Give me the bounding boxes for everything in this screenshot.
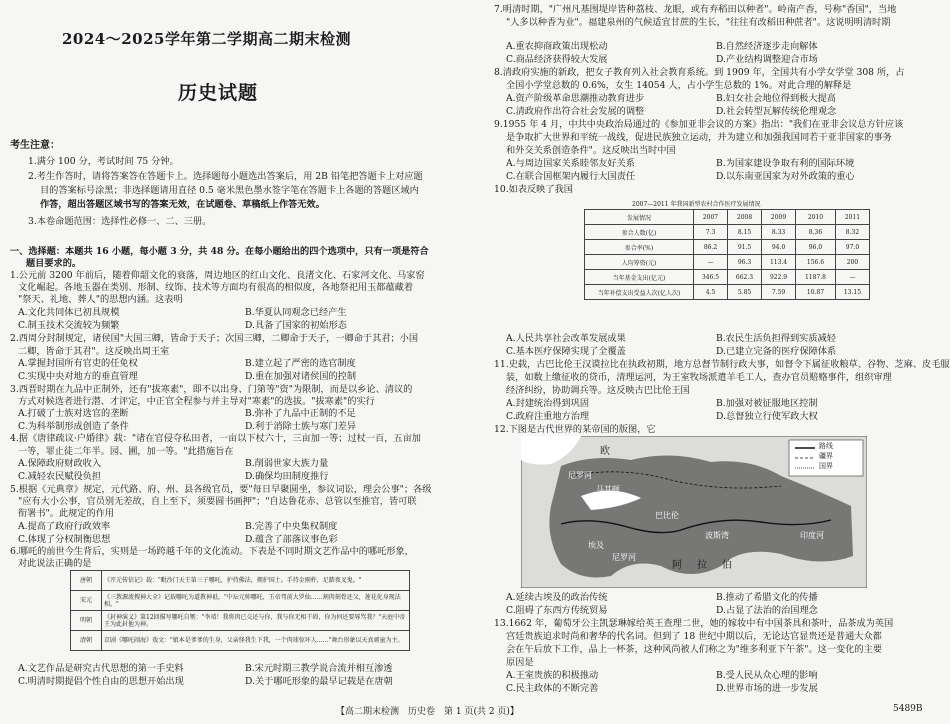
q10-cell: 7.59 [762,285,796,300]
q11-option-a[interactable]: A.封建统治得到巩固 [506,398,590,409]
q2-option-d[interactable]: D.重在加强对诸侯国的控制 [245,371,357,382]
q10-cell: 8.15 [728,225,762,240]
q11-stem: 装，如数上缴征收的贷币，清理运河，为王室牧场派遣羊毛工人，查办官员赔赂事件，组织审理 [506,372,892,383]
q3-option-b[interactable]: B.弥补了九品中正制的不足 [245,408,356,419]
q6-desc: 京剧《哪吒闹海》戏文："娘本是爹爹的生身，父亲怪我生下我，一个肉球惊坏人……"舞台形象以天真顽童为主。 [102,631,410,651]
q10-cell: 13.15 [835,285,869,300]
q10-header: 发展情况 [585,210,694,225]
q10-stem: 10.如表反映了我国 [494,184,573,195]
map-label: 伯 [722,560,732,571]
q10-cell: 7.3 [694,225,728,240]
map-label: 拉 [697,560,707,571]
legend-national-border: 国界 [819,462,833,470]
q8-stem: 全国小学堂总数的 0.6%，女生 14054 人，占小学生总数的 1%。对此合理的解释是 [506,80,852,91]
q10-cell: — [835,270,869,285]
q11-option-c[interactable]: C.政府注重地方治理 [506,411,590,422]
q6-era: 清朝 [71,631,102,651]
q10-header: 2008 [728,210,762,225]
page-footer: 【高二期末检测 历史卷 第 1 页(共 2 页)】 [336,707,519,717]
q10-header: 2010 [796,210,836,225]
map-label: 尼罗河 [612,553,636,562]
section-heading: 一、选择题：本题共 16 小题，每小题 3 分，共 48 分。在每小题给出的四个选项中，只有一项是符合 [10,246,429,257]
q6-stem: 对此说法正确的是 [18,558,92,569]
q13-stem: 宫廷贵族追求时尚和奢华的代名词。但到了 18 世纪中期以后，无论达官显贵还是普通大众都 [506,631,882,642]
q9-stem: 9.1955 年 4 月，中共中央政治局通过的《参加亚非会议的方案》指出："我们在亚非会议总方针应该 [494,119,904,130]
q4-stem: 4.据《唐律疏议·户婚律》载："诸在官侵夺私田者，一亩以下杖六十，三亩加一等；过杖一百，五亩加 [10,433,421,444]
q10-cell: 8.32 [835,225,869,240]
q10-cell: 当年基金支出(亿元) [585,270,694,285]
q1-option-b[interactable]: B.华夏认同观念已经产生 [245,307,347,318]
q10-cell: 5.85 [728,285,762,300]
q4-option-c[interactable]: C.减轻农民赋役负担 [18,471,102,482]
q6-desc: 《封神演义》第12回描写哪吒自刎："李靖！我将肉已交还与你，我与你无相干碍，你为何还要辱骂我？"天庭中帝王为此封他为神。 [102,611,410,631]
q12-option-b[interactable]: B.推动了希腊文化的传播 [716,592,818,603]
q7-stem: "人多以种香为业"。福建泉州的气候适宜甘蔗的生长，"往往有改稻田种蔗者"。这说明明清时期 [506,17,891,28]
q1-stem: "祭天、礼地、葬人"的思想内涵。这表明 [18,294,183,305]
q5-stem: "应有大小公事，官员别无差故，自上至下，须要圆书画押"；"自达鲁花赤、总管以至推官，皆可联 [18,496,417,507]
notice-item: 1.满分 100 分，考试时间 75 分钟。 [28,156,179,167]
q13-stem: 会在午后放下工作，品上一杯茶，这种风尚被人们称之为"维多利亚下午茶"。这一变化的主要 [506,644,882,655]
legend-route: 路线 [819,442,833,450]
q3-stem: 3.西晋时期在九品中正制外，还有"拔寒素"，即不以出身、门第等"资"为限制，而是以乡论、清议的 [10,384,413,395]
paper-code: 5489B [893,704,923,714]
q12-option-d[interactable]: D.占显了法治的治国理念 [716,605,818,616]
map-label: 印度河 [800,531,824,540]
q7-stem: 7.明清时期，"广州凡基围堤岸皆种荔枝、龙眼，或有弃稻田以种者"。岭南产香，号称"香国"，当地 [494,4,897,15]
q12-option-c[interactable]: C.阻碍了东西方传统贸易 [506,605,608,616]
q13-option-c[interactable]: C.民主政体的不断完善 [506,683,599,694]
q4-option-a[interactable]: A.保障政府财政收入 [18,458,102,469]
q10-cell: 662.3 [728,270,762,285]
q9-stem: 和外交关系创造条件"。这反映出当时中国 [506,145,676,156]
map-label: 马其顿 [596,485,620,494]
q10-cell: 91.5 [728,240,762,255]
q10-cell: 156.6 [796,255,836,270]
q10-cell: 96.3 [728,255,762,270]
q10-cell: 10.87 [796,285,836,300]
q10-cell: — [694,255,728,270]
notice-item: 作答，超出答题区域书写的答案无效，在试题卷、草稿纸上作答无效。 [40,199,325,210]
q1-stem: 文化崛起。各地玉器在类别、形制、纹饰、技术等方面均有很高的相似度，各地祭祀用玉都蕴藏着 [18,282,414,293]
q11-option-b[interactable]: B.加强对被征服地区控制 [716,398,818,409]
q6-desc: 《三教源流搜神大全》记载哪吒为道教神祇，"中坛元帅哪吒，玉帝驾前大罗仙……割肉刻骨还父，莲花化身现法相。" [102,591,410,611]
q4-option-b[interactable]: B.削弱世家大族力量 [245,458,329,469]
q10-cell: 8.33 [762,225,796,240]
q8-option-a[interactable]: A.资产阶级革命思潮推动教育进步 [506,93,645,104]
q7-option-b[interactable]: B.自然经济逐步走向解体 [716,41,818,52]
map-label: 波斯湾 [705,531,729,540]
q8-option-b[interactable]: B.妇女社会地位得到极大提高 [716,93,836,104]
q9-option-b[interactable]: B.为国家建设争取有利的国际环境 [716,158,855,169]
q3-option-c[interactable]: C.为科举制形成创造了条件 [18,421,129,432]
q8-option-c[interactable]: C.清政府作出符合社会发展的调整 [506,106,645,117]
q2-option-c[interactable]: C.实现中央对地方的垂直管理 [18,371,138,382]
q6-option-b[interactable]: B.宋元时期三教学说合流并相互渗透 [245,663,393,674]
map-label: 埃及 [588,541,604,550]
subject-title: 历史试题 [178,82,259,104]
q4-stem: 一等，罪止徒二年半。园、圃，加一等。"此措施旨在 [18,446,234,457]
empire-map [521,436,867,588]
q5-option-b[interactable]: B.完善了中央集权制度 [245,521,338,532]
q10-table [584,209,870,300]
q11-stem: 11.史载，古巴比伦王汉谟拉比在执政初期，地方总督节制行政大事，如督令下属征收粮草、谷物、芝麻、皮毛服 [494,359,950,370]
q3-option-a[interactable]: A.打破了士族对选官的垄断 [18,408,129,419]
q10-cell: 200 [835,255,869,270]
q11-option-d[interactable]: D.总督独立行使军政大权 [716,411,818,422]
q10-option-a[interactable]: A.人民共享社会改革发展成果 [506,333,626,344]
q9-option-d[interactable]: D.以东南亚国家为对外政策的重心 [716,171,855,182]
q10-cell: 1187.8 [796,270,836,285]
q9-option-a[interactable]: A.与周边国家关系睦邻友好关系 [506,158,635,169]
q2-option-b[interactable]: B.建立起了严密的选官制度 [245,358,356,369]
q6-option-a[interactable]: A.文艺作品是研究古代思想的第一手史料 [18,663,184,674]
q9-option-c[interactable]: C.在联合国框架内履行大国责任 [506,171,636,182]
q10-cell: 86.2 [694,240,728,255]
q1-option-c[interactable]: C.制玉技术交流较为频繁 [18,320,120,331]
q10-table-caption: 2007—2011 年我国新型农村合作医疗发展情况 [632,201,761,208]
q13-option-d[interactable]: D.世界市场的进一步发展 [716,683,818,694]
q12-option-a[interactable]: A.延续古埃及的政治传统 [506,592,608,603]
q10-option-c[interactable]: C.基本医疗保障实现了全覆盖 [506,346,626,357]
q7-option-d[interactable]: D.产业结构调整迎合市场 [716,54,818,65]
q13-option-a[interactable]: A.王室贵族的积极推动 [506,670,599,681]
q10-cell: 94.0 [762,240,796,255]
q1-option-a[interactable]: A.文化共同体已初具规模 [18,307,120,318]
q13-stem: 原因是 [506,657,534,668]
q10-cell: 参合人数(亿) [585,225,694,240]
q5-stem: 5.根据《元典章》规定，元代路、府、州、县各级官员，要"每日早聚圆坐，参议词讼，理会公事"；各级 [10,484,432,495]
q3-option-d[interactable]: D.利于消除士族与寒门差异 [245,421,357,432]
q10-cell: 97.0 [835,240,869,255]
q4-option-d[interactable]: D.确保均田制度推行 [245,471,329,482]
q6-option-c[interactable]: C.明清时期提倡个性自由的思想开始出现 [18,676,184,687]
map-label: 欧 [600,446,610,457]
q3-stem: 方式对候选者进行潜、才评定，中正官全程参与并主导对"寒素"的选拔。"拔寒素"的实行 [18,396,375,407]
q10-cell: 113.4 [762,255,796,270]
q10-cell: 参合率(%) [585,240,694,255]
exam-title: 2024～2025学年第二学期高二期末检测 [62,30,351,48]
q11-stem: 经济纠纷，协助调兵等。这反映古巴比伦王国 [506,385,690,396]
q10-option-b[interactable]: B.农民生活负担得到实质减轻 [716,333,836,344]
legend-border: 疆界 [819,452,833,460]
q2-stem: 2.西周分封制规定，诸侯国"大国三卿，皆命于天子；次国三卿，二卿命于天子，一卿命于其君；小国 [10,333,419,344]
q12-stem: 12.下图是古代世界的某帝国的版图，它 [494,424,656,435]
q2-stem: 二卿，皆命于其君"。这反映出周王室 [18,346,170,357]
q10-option-d[interactable]: D.已建立完备的医疗保障体系 [716,346,837,357]
q6-stem: 6.哪吒的前世今生背后，实则是一场跨越千年的文化流动。下表是不同时期文艺作品中的哪吒形象， [10,546,414,557]
map-label: 巴比伦 [655,511,679,520]
q8-option-d[interactable]: D.社会转型瓦解传统伦理观念 [716,106,837,117]
q10-header: 2007 [694,210,728,225]
q10-cell: 人均筹资(元) [585,255,694,270]
notice-heading: 考生注意： [10,140,60,151]
notice-item: 目的答案标号涂黑；非选择题请用直径 0.5 毫米黑色墨水签字笔在答题卡上各题的答题区域内 [40,185,419,196]
q6-option-d[interactable]: D.关于哪吒形象的最早记载是在唐朝 [245,676,393,687]
q10-header: 2009 [762,210,796,225]
q1-option-d[interactable]: D.具备了国家的初始形态 [245,320,347,331]
q6-desc: 《开元传信记》载："毗沙门天王第三子哪吒，护持佛法，拥护国土。手持金刚杵，足踏夜叉鬼。" [102,571,410,591]
q5-option-a[interactable]: A.提高了政府行政效率 [18,521,111,532]
q13-option-b[interactable]: B.受人民从众心理的影响 [716,670,818,681]
q8-stem: 8.清政府实施的新政，把女子教育列入社会教育系统。到 1909 年，全国共有小学女学堂 308 所，占 [494,67,905,78]
q5-stem: 衔署书"。此规定的作用 [18,508,115,519]
q9-stem: 是争取扩大世界和平统一战线，促进民族独立运动，并为建立和加强我国同若干亚非国家的事务 [506,132,892,143]
notice-item: 3.本卷命题范围：选择性必修一、二、三册。 [28,216,212,227]
q5-option-d[interactable]: D.蕴含了部落议事色彩 [245,534,338,545]
q5-option-c[interactable]: C.体现了分权制衡思想 [18,534,111,545]
map-label: 阿 [672,560,682,571]
section-heading-cont: 题目要求的。 [26,258,82,269]
q7-option-c[interactable]: C.商品经济获得较大发展 [506,54,608,65]
q6-era: 唐朝 [71,571,102,591]
q10-header: 2011 [835,210,869,225]
q10-cell: 346.5 [694,270,728,285]
q6-table [70,570,410,651]
q10-cell: 当年补偿支出受益人次(亿人次) [585,285,694,300]
q10-cell: 4.5 [694,285,728,300]
q6-era: 明朝 [71,611,102,631]
q7-option-a[interactable]: A.重农抑商政策出现松动 [506,41,608,52]
notice-item: 2.考生作答时，请将答案答在答题卡上。选择题每小题选出答案后，用 2B 铅笔把答题卡上对应题 [28,171,423,182]
q10-cell: 922.9 [762,270,796,285]
map-label: 尼罗河 [568,471,592,480]
q6-era: 宋元 [71,591,102,611]
q1-stem: 1.公元前 3200 年前后，随着仰韶文化的衰落，周边地区的红山文化、良渚文化、石家河文化、马家窑 [10,270,425,281]
q2-option-a[interactable]: A.掌握封国所有官吏的任免权 [18,358,138,369]
q10-cell: 8.36 [796,225,836,240]
q13-stem: 13.1662 年，葡萄牙公主凯瑟琳嫁给英王查理二世，她的嫁妆中有中国茶具和茶叶，品茶成为英国 [494,618,894,629]
q10-cell: 96.0 [796,240,836,255]
